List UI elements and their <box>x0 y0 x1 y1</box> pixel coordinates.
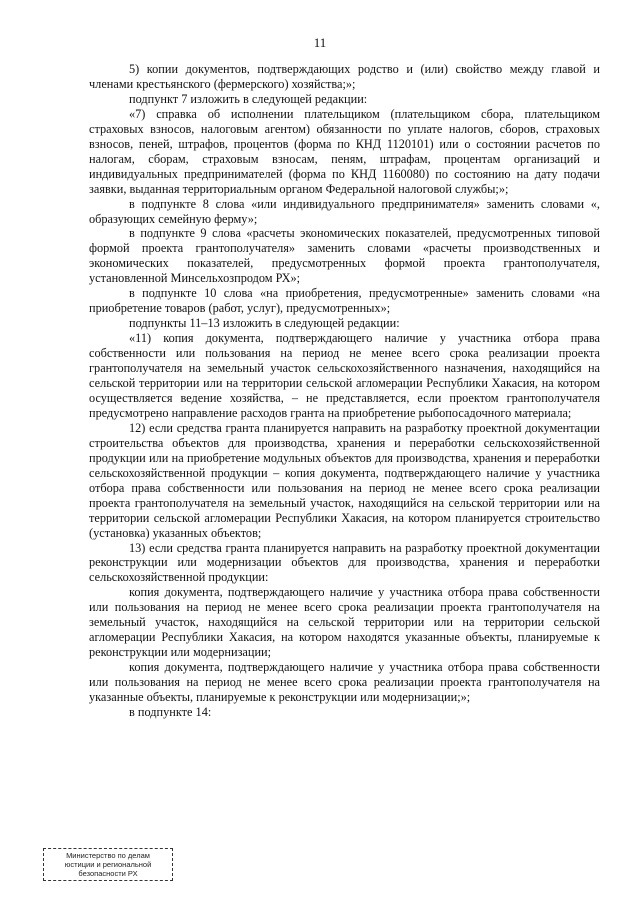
stamp-line: Министерство по делам <box>66 851 150 860</box>
paragraph-subitem-9: в подпункте 9 слова «расчеты экономических показателей, предусмотренных типовой формой проекта грантополучателя» заменить словами «расчеты производственных и экономических показателей, предусмотренных формой проекта грантополучателя, установленной Минсельхозпродом РХ»; <box>89 226 600 286</box>
paragraph-subitem-7-intro: подпункт 7 изложить в следующей редакции: <box>129 91 368 106</box>
paragraph-subitem-11: «11) копия документа, подтверждающего наличие у участника отбора права собственности или пользования на период не менее всего срока реализации проекта грантополучателя на земельный участок сельскохозяйственного назначения, находящийся на сельской территории или на территории сельской агломерации Республики Хакасия, на котором осуществляется ведение хозяйства, – не представляется, если проектом грантополучателя предусмотрено направление расходов гранта на приобретение рыбопосадочного материала; <box>89 331 600 420</box>
paragraph-subitem-13-objects: копия документа, подтверждающего наличие у участника отбора права собственности или пользования на период не менее всего срока реализации проекта грантополучателя на указанные объекты, планируемые к реконструкции или модернизации;»; <box>89 660 600 705</box>
paragraph-subitem-8: в подпункте 8 слова «или индивидуального предпринимателя» заменить словами «, образующих семейную ферму»; <box>89 196 600 226</box>
stamp-line: безопасности РХ <box>78 869 138 878</box>
paragraph-subitem-10: в подпункте 10 слова «на приобретения, предусмотренные» заменить словами «на приобретение товаров (работ, услуг), предусмотренных»; <box>89 286 600 316</box>
paragraph-subitem-7-text: «7) справка об исполнении плательщиком (плательщиком сбора, плательщиком страховых взносов, налоговым агентом) обязанности по уплате налогов, сборов, страховых взносов, пеней, штрафов, процентов (форма по КНД 1120101) или о состоянии расчетов по налогам, сборам, страховым взносам, пеням, штрафам, процентам организаций и индивидуальных предпринимателей (форма по КНД 1160080) по состоянию на дату подачи заявки, выданная территориальным органом Федеральной налоговой службы;»; <box>89 106 600 196</box>
paragraph-subitem-14: в подпункте 14: <box>129 704 212 719</box>
paragraph-subitem-13-land: копия документа, подтверждающего наличие у участника отбора права собственности или пользования на период не менее всего срока реализации проекта грантополучателя на земельный участок, находящийся на сельской территории или на территории сельской агломерации Республики Хакасия, на котором находятся указанные объекты, планируемые к реконструкции или модернизации; <box>89 585 600 660</box>
paragraph-subitem-12: 12) если средства гранта планируется направить на разработку проектной документации строительства объектов для производства, хранения и переработки сельскохозяйственной продукции или на приобретение модульных объектов для производства, хранения и переработки сельскохозяйственной продукции – копия документа, подтверждающего наличие у участника отбора права собственности или пользования на период не менее всего срока реализации проекта грантополучателя на земельный участок, находящийся на сельской территории или на территории сельской агломерации Республики Хакасия, на котором планируется строительство (установка) указанных объектов; <box>89 420 600 540</box>
paragraph-item-5: 5) копии документов, подтверждающих родство и (или) свойство между главой и членами крестьянского (фермерского) хозяйства;»; <box>89 62 600 91</box>
page-number: 11 <box>313 35 327 50</box>
paragraph-subitem-13: 13) если средства гранта планируется направить на разработку проектной документации реконструкции или модернизации объектов для производства, хранения и переработки сельскохозяйственной продукции: <box>89 540 600 585</box>
ministry-stamp <box>43 848 173 881</box>
stamp-line: юстиции и региональной <box>64 860 152 869</box>
document-body <box>89 62 600 720</box>
paragraph-subitems-11-13-intro: подпункты 11–13 изложить в следующей редакции: <box>129 316 400 331</box>
